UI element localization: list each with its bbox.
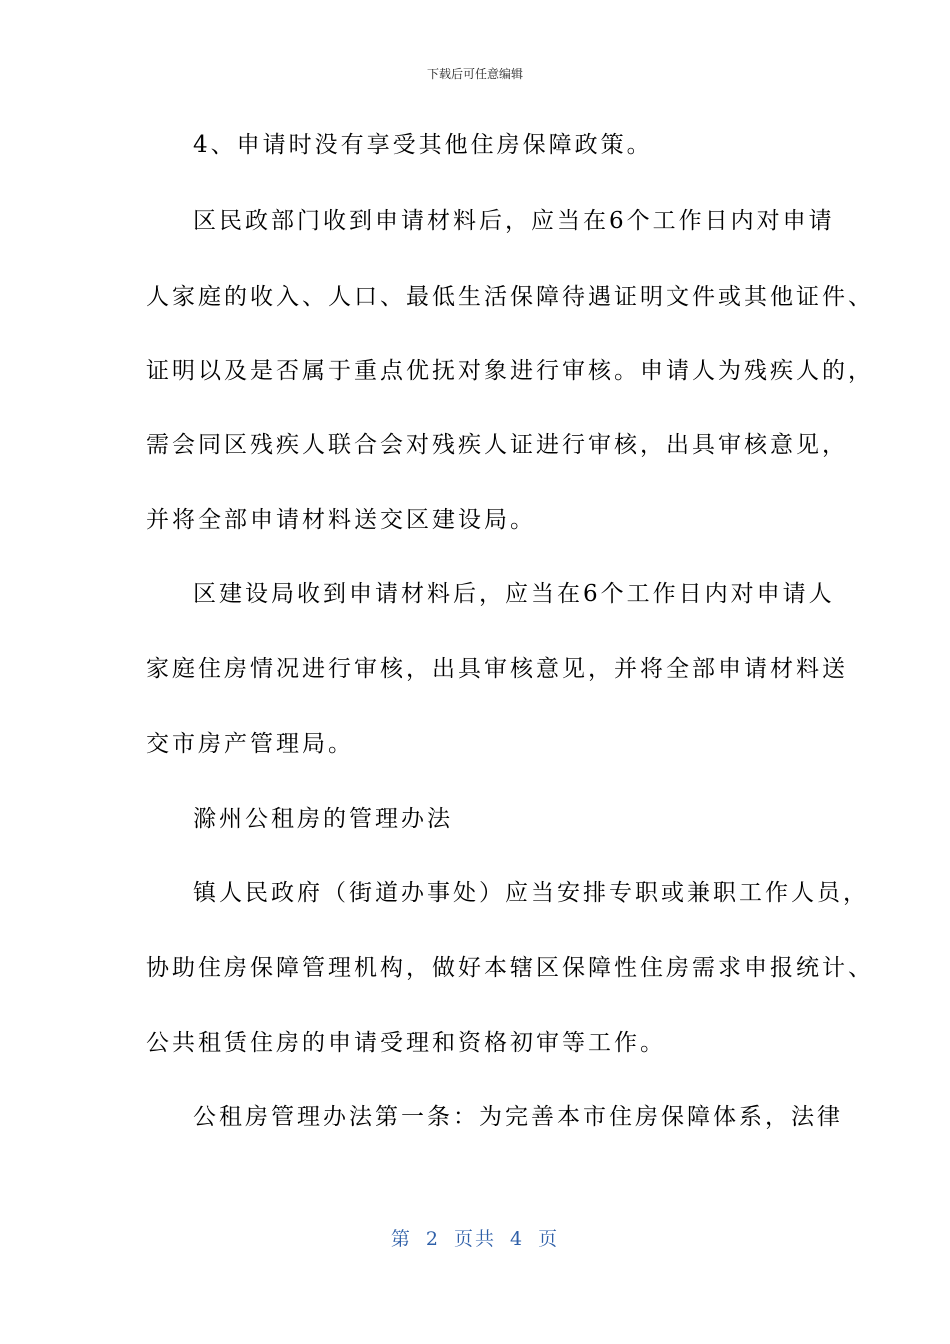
paragraph-line-13: 公共租赁住房的申请受理和资格初审等工作。 [146,1030,666,1056]
paragraph-line-8: 家庭住房情况进行审核，出具审核意见，并将全部申请材料送 [146,656,848,682]
paragraph-line-14: 公租房管理办法第一条：为完善本市住房保障体系，法律 [193,1104,843,1130]
page-footer [0,1226,950,1252]
paragraph-line-1: 4、申请时没有享受其他住房保障政策。 [193,132,653,158]
page-header-note: 下载后可任意编辑 [426,67,523,81]
paragraph-line-5: 需会同区残疾人联合会对残疾人证进行审核，出具审核意见， [146,432,848,458]
paragraph-line-9: 交市房产管理局。 [146,731,354,757]
footer-current-page: 2 [425,1228,440,1250]
paragraph-line-4: 证明以及是否属于重点优抚对象进行审核。申请人为残疾人的， [146,358,874,384]
paragraph-line-11: 镇人民政府（街道办事处）应当安排专职或兼职工作人员， [193,880,869,906]
footer-suffix: 页 [538,1228,560,1250]
paragraph-line-2: 区民政部门收到申请材料后，应当在6个工作日内对申请 [193,208,835,234]
paragraph-line-12: 协助住房保障管理机构，做好本辖区保障性住房需求申报统计、 [146,955,874,981]
paragraph-line-7: 区建设局收到申请材料后，应当在6个工作日内对申请人 [193,581,835,607]
paragraph-line-6: 并将全部申请材料送交区建设局。 [146,507,536,533]
footer-mid: 页共 [453,1228,496,1250]
section-heading: 滁州公租房的管理办法 [193,806,453,832]
paragraph-line-3: 人家庭的收入、人口、最低生活保障待遇证明文件或其他证件、 [146,284,874,310]
footer-prefix: 第 [390,1228,412,1250]
footer-total-pages: 4 [510,1228,525,1250]
